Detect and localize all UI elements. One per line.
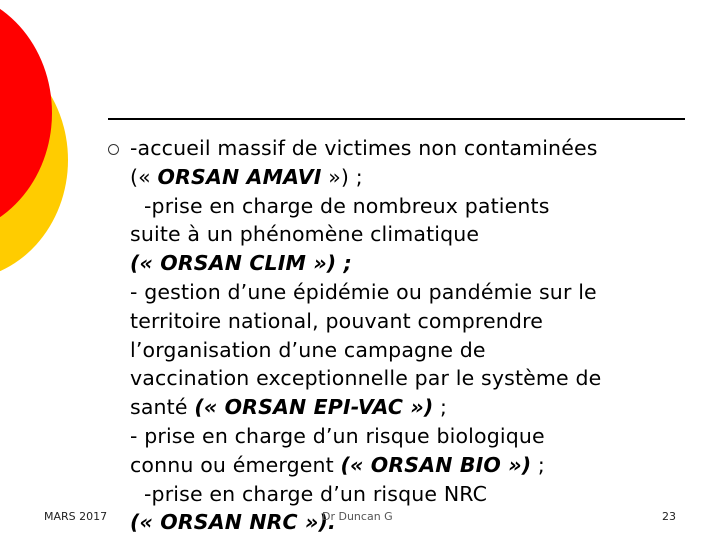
text-line: - prise en charge d’un risque biologique [130,423,545,448]
text-line: -accueil massif de victimes non contaminées [130,136,598,160]
footer-author: Dr Duncan G [322,510,393,523]
bullet-text [130,134,690,537]
orsan-nrc: (« ORSAN NRC »). [130,510,336,535]
text-line: vaccination exceptionnelle par le système de [130,366,602,391]
text-line: territoire national, pouvant comprendre [130,308,543,333]
text-line: l’organisation d’une campagne de [130,337,486,362]
footer-date: MARS 2017 [44,510,108,523]
orsan-clim: (« ORSAN CLIM ») ; [130,251,352,276]
page-number: 23 [662,510,676,523]
text-line: connu ou émergent (« ORSAN BIO ») ; [130,452,545,477]
text-line: -prise en charge d’un risque NRC [144,481,488,506]
text-line: santé (« ORSAN EPI-VAC ») ; [130,395,448,420]
text-line: - gestion d’une épidémie ou pandémie sur le [130,279,597,304]
orsan-bio: (« ORSAN BIO ») [340,452,532,477]
orsan-amavi: ORSAN AMAVI [157,164,322,189]
orsan-epi-vac: (« ORSAN EPI-VAC ») [194,395,434,420]
text-line: suite à un phénomène climatique [130,222,480,247]
text-line: -prise en charge de nombreux patients [144,193,550,218]
bullet-circle-icon [108,144,119,155]
text-line: (« ORSAN AMAVI ») ; [130,164,363,189]
title-divider [108,118,685,120]
